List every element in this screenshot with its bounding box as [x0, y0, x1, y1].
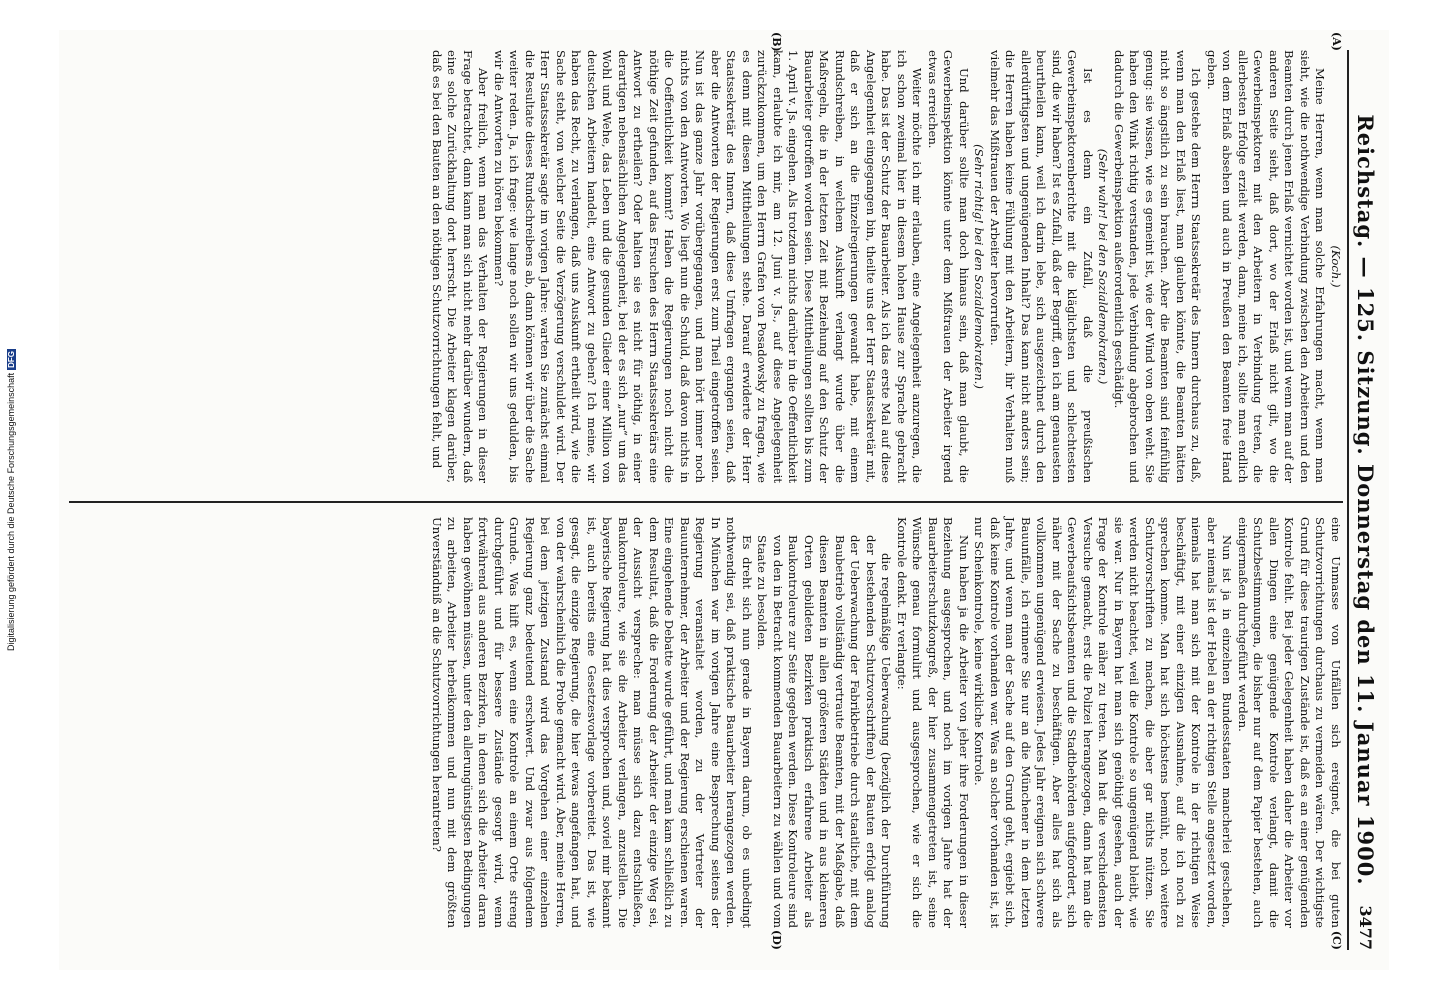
marker-c: (C)	[1330, 930, 1343, 950]
funding-credit-sidebar	[0, 0, 22, 1000]
paragraph: Und darüber sollte man doch hinaus sein, daß man glaubt, die Gewerbeinspektion könnte unter dem Mißtrauen der Arbeiter irgend etwas erreichen.	[926, 50, 971, 483]
paragraph: Es dreht sich nun gerade in Bayern darum, ob es unbedingt nothwendig sei, daß praktische Bauarbeiter herangezogen werden. In München war im vorigen Jahre eine Besprechung seitens der Regierung veranstaltet worden, zu der Vertreter der Bauunternehmer, der Arbeiter und der Regierung erschienen waren. Eine eingehende Debatte wurde geführt, und man kam schließlich zu dem Resultat, daß die Forderung der Arbeiter der einzige Weg sei, der Aussicht verspreche: man müsse sich dazu entschließen, Baukontroleure, wie sie die Arbeiter verlangen, anzustellen. Die bayerische Regierung hat dies versprochen und, soviel mir bekannt ist, auch bereits eine Gesetzesvorlage vorbereitet. Das ist, wie gesagt, die einzige Regierung, die hier etwas angefangen hat, und von der wahrscheinlich die Probe gemacht wird. Aber, meine Herren, bei dem jetzigen Zustand wird das Vorgehen einer einzelnen Regierung ganz bedeutend erschwert. Und zwar aus folgendem Grunde. Was hilft es, wenn eine Kontrole an einem Orte streng durchgeführt und für bessere Zustände gesorgt wird, wenn fortwährend aus anderen Bezirken, in denen sich die Arbeiter daran haben gewöhnen müssen, unter den allerungünstigsten Bedingungen zu arbeiten, Arbeiter herbeikommen und nun mit dem größten Unverständniß an die Schutzvorrichtungen herantreten?	[430, 517, 754, 928]
interjection: (Sehr richtig! bei den Sozialdemokraten.)	[972, 144, 987, 389]
quoted-demand: die regelmäßige Ueberwachung (bezüglich der Durchführung der bestehenden Schutzvorschriften) der Bauten erfolgt analog der Ueberwachung der Fabrikbetriebe durch staatliche, mit dem Baubetrieb vollständig vertraute Beamten, mit der Maßgabe, daß diesen Beamten in allen größeren Städten und in aus kleineren Orten gebildeten Bezirken praktisch erfahrene Arbeiter als Baukontroleure zur Seite gegeben werden. Diese Kontroleure sind von den in Betracht kommenden Bauarbeitern zu wählen und vom Staate zu besolden.	[755, 535, 894, 928]
interjection: (Sehr wahr! bei den Sozialdemokraten.)	[1096, 148, 1111, 385]
funding-credit-text: Digitalisierung gefördert durch die Deutsche Forschungsgemeinschaft	[6, 372, 16, 652]
page-header	[1347, 50, 1383, 950]
marker-d: (D)	[770, 930, 783, 950]
paragraph: Ich gestehe dem Herrn Staatssekretär des Innern durchaus zu, daß, wenn man den Erlaß liest, man glauben könnte, die Beamten hätten nicht so ängstlich zu sein brauchen. Aber die Beamten sind feinfühlig genug: sie wissen, wie es gemeint ist, wie der Wind von oben weht. Sie haben den Wink richtig verstanden, jede Verbindung abgebrochen und dadurch die Gewerbeinspektion außerordentlich geschädigt.	[1112, 50, 1204, 483]
page-title: Reichstag. — 125. Sitzung. Donnerstag den 11. Januar 1900.	[1353, 114, 1379, 886]
paragraph: Nun haben ja die Arbeiter von jeher ihre Forderungen in dieser Beziehung ausgesprochen, und noch im vorigen Jahre hat der Bauarbeiterschutzkongreß, der hier zusammengetreten ist, seine Wünsche genau formulirt und ausgesprochen, wie er sich die Kontrole denkt. Er verlangte:	[895, 517, 971, 928]
text-columns	[69, 32, 1343, 950]
right-column-body	[429, 517, 1344, 950]
paragraph: Aber freilich, wenn man das Verhalten der Regierungen in dieser Frage betrachtet, dann kann man sich nicht mehr darüber wundern, daß eine solche Zurückhaltung dort herrscht. Die Arbeiter klagen darüber, daß es bei den Bauten an den nöthigen Schutzvorrichtungen fehlt, und	[430, 50, 491, 483]
dfg-logo: DFG	[7, 350, 16, 368]
funding-credit	[6, 10, 16, 990]
marker-a: (A)	[1330, 32, 1343, 51]
paragraph: Ist es denn ein Zufall, daß die preußischen Gewerbeinspektorenberichte mit die kläglichsten und schlechtesten sind, die wir haben? Ist es Zufall, daß der Begriff, den ich am genauesten beurtheilen kann, weil ich darin lebe, sich ausgezeichnet durch den allerdürftigsten und ungenügenden Inhalt? Das kann nicht anders sein; die Herren haben keine Fühlung mit den Arbeitern, ihr Verhalten muß vielmehr das Mißtrauen der Arbeiter hervorrufen.	[988, 50, 1095, 483]
speaker-label: (Koch.)	[1329, 245, 1343, 288]
left-column-body	[429, 50, 1344, 483]
marker-b: (B)	[770, 32, 783, 52]
right-column	[69, 501, 1343, 950]
paragraph: Weiter möchte ich mir erlauben, eine Angelegenheit anzuregen, die ich schon zweimal hier in diesem hohen Hause zur Sprache gebracht habe. Das ist der Schutz der Bauarbeiter. Als ich das erste Mal auf diese Angelegenheit eingegangen bin, theilte uns der Herr Staatssekretär mit, daß er sich an die Einzelregierungen gewandt habe, mit einem Rundschreiben, in welchem Auskunft verlangt wurde über die Maßregeln, die in der letzten Zeit mit Beziehung auf den Schutz der Bauarbeiter getroffen worden seien. Diese Mittheilungen sollten bis zum 1. April v. Js. eingehen. Als trotzdem nichts darüber in die Oeffentlichkeit kam, erlaubte ich mir, am 12. Juni v. Js., auf diese Angelegenheit zurückzukommen, um den Herrn Grafen von Posadowsky zu fragen, wie es denn mit diesen Mittheilungen stehe. Darauf erwiderte der Herr Staatssekretär des Innern, daß diese Umfragen ergangen seien, daß aber die Antworten der Regierungen erst zum Theil eingetroffen seien. Nun ist das ganze Jahr vorübergegangen, und man hört immer noch nichts von den Antworten. Wo liegt nun die Schuld, daß davon nichts in die Oeffentlichkeit kommt? Haben die Regierungen noch nicht die nöthige Zeit gefunden, auf das Ersuchen des Herrn Staatssekretärs eine Antwort zu ertheilen? Oder halten sie es nicht für nöthig, in einer derartigen nebensächlichen Angelegenheit, bei der es sich „nur“ um das Wohl und Wehe, das Leben und die gesunden Glieder einer Million von deutschen Arbeitern handelt, eine Antwort zu geben? Ich meine, wir haben das Recht, zu verlangen, daß uns Auskunft ertheilt wird, wie die Sache steht, von welcher Seite die Verzögerung verschuldet wird. Der Herr Staatssekretär sagte im vorigen Jahre: warten Sie zunächst einmal die Resultate dieses Rundschreibens ab, dann können wir über die Sache weiter reden. Ja, ich frage: wie lange noch sollen wir uns gedulden, bis wir die Antworten zu hören bekommen?	[492, 50, 925, 483]
page-number: 3477	[1356, 905, 1376, 950]
scanned-page	[59, 30, 1389, 970]
paragraph: Meine Herren, wenn man solche Erfahrungen macht, wenn man sieht, wie die nothwendige Verbindung zwischen den Arbeitern und den Beamten durch jenen Erlaß vernichtet worden ist, und wenn man auf der anderen Seite sieht, daß dort, wo der Erlaß nicht gilt, wo die Gewerbeinspektoren mit den Arbeitern in Verbindung treten, die allerbesten Erfolge erzielt werden, dann, meine ich, sollte man endlich von dem Erlaß absehen und auch in Preußen den Beamten freie Hand geben.	[1205, 50, 1328, 483]
paragraph: eine Unmasse von Unfällen sich ereignet, die bei guten Schutzvorrichtungen durchaus zu vermeiden wären. Der wichtigste Grund für diese traurigen Zustände ist, daß es an einer genügenden Kontrole fehlt. Bei jeder Gelegenheit haben daher die Arbeiter vor allen Dingen eine genügende Kontrole verlangt, damit die Schutzbestimmungen, die bisher nur auf dem Papier bestehen, auch einigermaßen durchgeführt werden.	[1236, 517, 1343, 928]
left-column	[69, 32, 1343, 483]
paragraph: Nun ist ja in einzelnen Bundesstaaten mancherlei geschehen, aber niemals ist der Hebel an der richtigen Stelle angesetzt worden, niemals hat man sich mit der Kontrole in der richtigen Weise beschäftigt, mit einer einzigen Ausnahme, auf die ich noch zu sprechen komme. Man hat sich höchstens bemüht, noch weitere Schutzvorschriften zu machen, die aber gar nichts nützen. Sie werden nicht beachtet, weil die Kontrole so ungenügend bleibt, wie sie war. Nur in Bayern hat man sich genöthigt gesehen, auch der Frage der Kontrole näher zu treten. Man hat die verschiedensten Versuche gemacht, erst die Polizei herangezogen, dann hat man die Gewerbeaufsichtsbeamten und die Stadtbehörden aufgefordert, sich näher mit der Sache zu beschäftigen. Aber alles hat sich als vollkommen ungenügend erwiesen. Jedes Jahr ereignen sich schwere Bauunfälle, ich erinnere Sie nur an die Münchener in dem letzten Jahre, und wenn man der Sache auf den Grund geht, ergiebt sich, daß keine Kontrole vorhanden war. Was an solcher vorhanden ist, ist nur Scheinkontrole, keine wirkliche Kontrole.	[972, 517, 1235, 928]
